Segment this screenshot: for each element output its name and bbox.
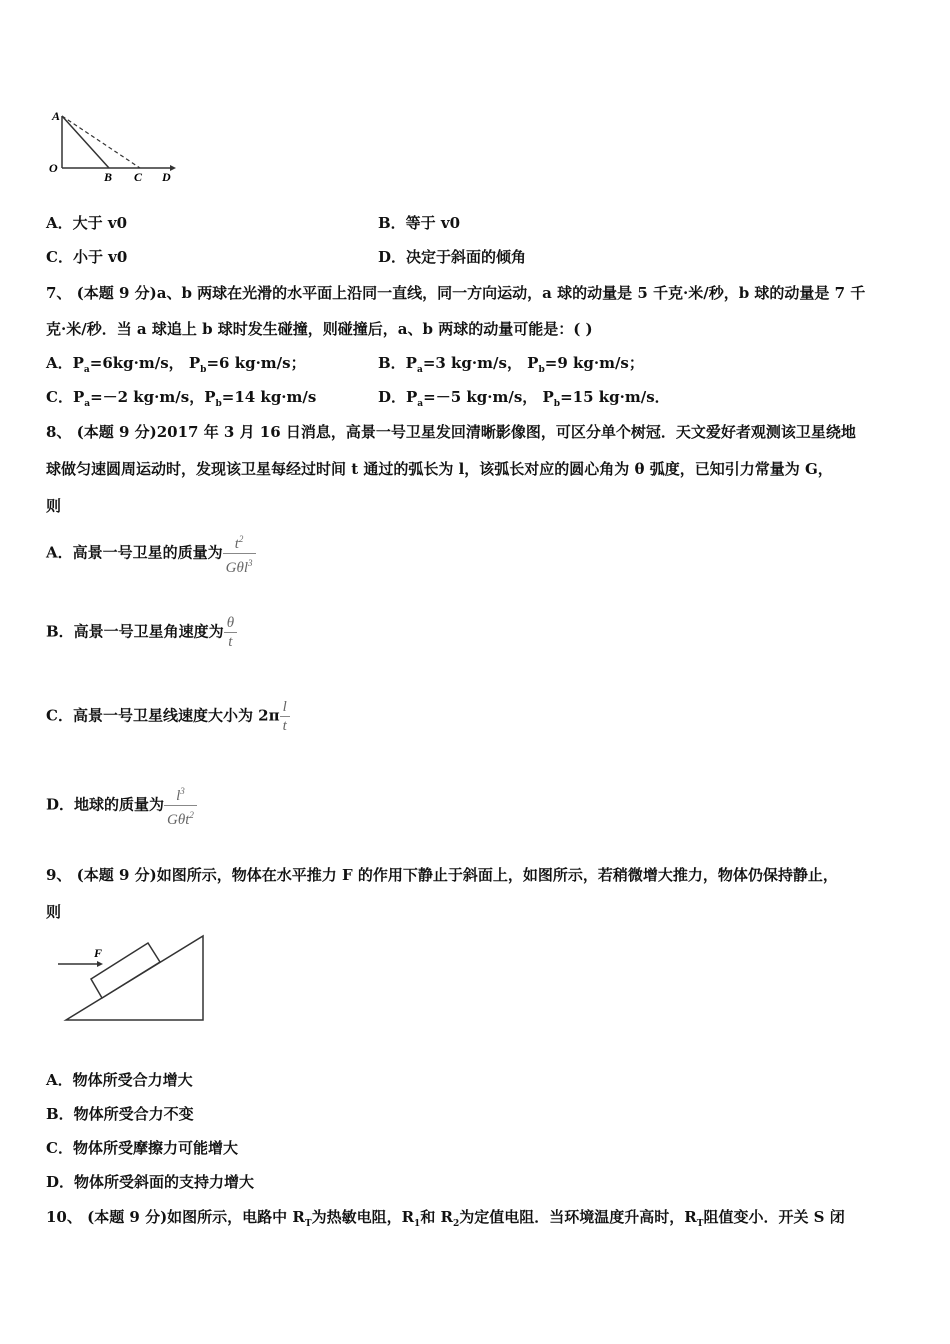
label-force: F: [94, 946, 103, 960]
axis-arrow-head: [170, 165, 176, 171]
q8-stem-line3: 则: [46, 497, 62, 515]
q7-option-b: B．$P_a=3$ kg·m/s， $P_b=9$ kg·m/s；: [378, 354, 644, 375]
q8-option-d: D．地球的质量为 $\frac{l^3}{G\theta t^2}$: [46, 782, 197, 829]
q9-option-b: B．物体所受合力不变: [46, 1105, 194, 1123]
label-d: D: [162, 170, 171, 184]
q7-stem-line2: 克·米/秒．当 a 球追上 b 球时发生碰撞，则碰撞后，a、b 两球的动量可能是：( ): [46, 320, 593, 338]
label-b: B: [104, 170, 113, 184]
fraction-d: $\frac{l^3}{G\theta t^2}$: [164, 782, 197, 829]
fraction-b: $\frac{\theta}{t}$: [224, 614, 237, 651]
q8-stem-line1: 8、 (本题 9 分)2017 年 3 月 16 日消息，高景一号卫星发回清晰影像图，可区分单个树冠．天文爱好者观测该卫星绕地: [46, 423, 856, 441]
q9-option-a: A．物体所受合力增大: [46, 1071, 193, 1089]
q10-stem-line1: 10、 (本题 9 分)如图所示，电路中 $R_T$为热敏电阻，$R_1$和 $R_2$为定值电阻．当环境温度升高时，$R_T$阻值变小．开关 S 闭: [46, 1208, 845, 1229]
q8-option-a: A．高景一号卫星的质量为 $\frac{t^2}{G\theta l^3}$: [46, 530, 256, 577]
label-a: A: [52, 109, 61, 123]
fraction-c: $\frac{l}{t}$: [280, 698, 290, 735]
q7-option-d: D．$P_a=-5$ kg·m/s， $P_b=15$ kg·m/s．: [378, 388, 670, 409]
q6-option-d: D．决定于斜面的倾角: [378, 248, 527, 266]
q8-option-c: C．高景一号卫星线速度大小为 2π $\frac{l}{t}$: [46, 698, 290, 735]
q6-option-a: A．大于 v0: [46, 214, 128, 232]
triangle-figure: [44, 106, 184, 186]
label-o: O: [49, 161, 58, 175]
solid-line-ab: [62, 116, 109, 168]
q6-option-b: B．等于 v0: [378, 214, 461, 232]
q8-stem-line2: 球做匀速圆周运动时，发现该卫星每经过时间 t 通过的弧长为 l，该弧长对应的圆心角为 θ 弧度，已知引力常量为 G，: [46, 460, 833, 478]
q7-stem-line1: 7、 (本题 9 分)a、b 两球在光滑的水平面上沿同一直线，同一方向运动，a 球的动量是 5 千克·米/秒，b 球的动量是 7 千: [46, 284, 866, 302]
fraction-a: $\frac{t^2}{G\theta l^3}$: [223, 530, 256, 577]
incline-figure: [56, 930, 216, 1026]
q9-option-c: C．物体所受摩擦力可能增大: [46, 1139, 238, 1157]
q7-option-a: A．$P_a=6kg\cdot m/s$， $P_b=6$ kg·m/s；: [46, 354, 306, 375]
force-arrow-head: [97, 961, 103, 967]
q9-option-d: D．物体所受斜面的支持力增大: [46, 1173, 255, 1191]
q6-option-c: C．小于 v0: [46, 248, 128, 266]
q7-option-c: C．$P_a=-2$ kg·m/s，$P_b=14$ kg·m/s: [46, 388, 317, 409]
q9-stem-line2: 则: [46, 903, 62, 921]
q9-stem-line1: 9、 (本题 9 分)如图所示，物体在水平推力 F 的作用下静止于斜面上，如图所示，若稍微增大推力，物体仍保持静止，: [46, 866, 838, 884]
q8-option-b: B．高景一号卫星角速度为 $\frac{\theta}{t}$: [46, 614, 237, 651]
label-c: C: [134, 170, 143, 184]
